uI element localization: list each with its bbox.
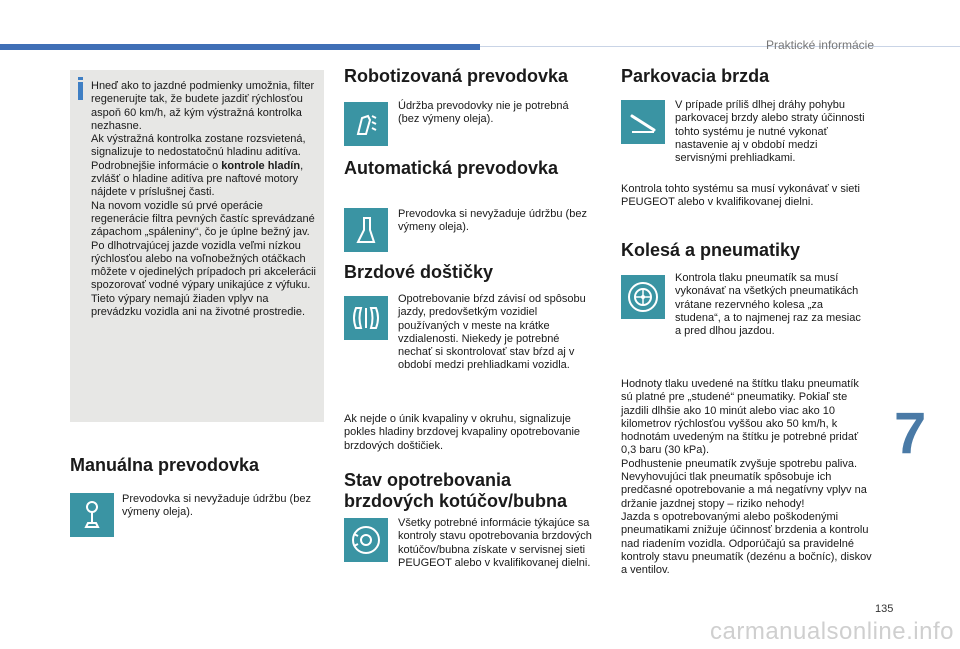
tyres-text: Kontrola tlaku pneumatík sa musí vykonávať na všetkých pneumatikách vrátane rezervného kolesa „za studena“, a to najmenej raz za mesiac a pred dlhou jazdou. [675,272,861,338]
header-accent-bar [0,44,480,50]
brake-pads-icon [344,296,388,340]
watermark: carmanualsonline.info [710,618,954,645]
parking-brake-title: Parkovacia brzda [621,66,770,86]
header-divider [480,46,960,47]
brake-fluid-note: Ak nejde o únik kvapaliny v okruhu, signalizuje pokles hladiny brzdovej kvapaliny opotrebovanie brzdových doštičiek. [344,413,581,452]
automatic-gear-icon [344,208,388,252]
page-number: 135 [875,603,894,615]
robotized-gear-icon [344,102,388,146]
parking-brake-note: Kontrola tohto systému sa musí vykonávať v sieti PEUGEOT alebo v kvalifikovanej dielni. [621,183,860,209]
info-box-text: Hneď ako to jazdné podmienky umožnia, filter regenerujte tak, že budete jazdiť rýchlosťou aspoň 60 km/h, až kým výstražná kontrolka nezhasne. Ak výstražná kontrolka zostane rozsvietená, signalizuje to nedostatočnú hladinu aditíva. Podrobnejšie informácie o kontrole hladín, zvlášť o hladine aditíva pre naftové motory nájdete v príslušnej časti. Na novom vozidle sú prvé operácie regenerácie filtra pevných častíc sprevádzané zápachom „spáleniny“, čo je úplne bežný jav. Po dlhotrvajúcej jazde vozidla veľmi nízkou rýchlosťou alebo na voľnobežných otáčkach môžete v ojedinelých prípadoch pri akcelerácii spozorovať vodné výpary unikajúce z výfuku. Tieto výpary nemajú žiaden vplyv na prevádzku vozidla ani na životné prostredie. [91,80,317,319]
brake-pads-title: Brzdové doštičky [344,262,494,282]
brake-wear-text: Všetky potrebné informácie týkajúce sa kontroly stavu opotrebovania brzdových kotúčov/bubna získate v servisnej sieti PEUGEOT alebo v kvalifikovanej dielni. [398,517,592,569]
tyres-title: Kolesá a pneumatiky [621,240,801,260]
manual-gearbox-text: Prevodovka si nevyžaduje údržbu (bez výmeny oleja). [122,493,311,519]
robotized-gearbox-title: Robotizovaná prevodovka [344,66,569,86]
section-title: Praktické informácie [765,38,874,52]
brake-pads-text: Opotrebovanie bŕzd závisí od spôsobu jazdy, predovšetkým vozidiel používaných v meste na krátke vzdialenosti. Niekedy je potrebné nechať si skontrolovať stav bŕzd aj v období medzi prehliadkami vozidla. [398,293,586,372]
robotized-gearbox-text: Údržba prevodovky nie je potrebná (bez výmeny oleja). [398,100,569,126]
parking-brake-icon [621,100,665,144]
brake-disc-icon [344,518,388,562]
wheel-icon [621,275,665,319]
brake-wear-title: Stav opotrebovania brzdových kotúčov/bubna [344,470,568,511]
info-icon [78,82,83,100]
automatic-gearbox-text: Prevodovka si nevyžaduje údržbu (bez výmeny oleja). [398,208,587,234]
automatic-gearbox-title: Automatická prevodovka [344,158,559,178]
manual-gearbox-title: Manuálna prevodovka [70,455,260,475]
parking-brake-text: V prípade príliš dlhej dráhy pohybu parkovacej brzdy alebo straty účinnosti tohto systému je nutné vykonať nastavenie aj v období medzi servisnými prehliadkami. [675,99,865,165]
chapter-number: 7 [894,401,927,466]
tyres-note: Hodnoty tlaku uvedené na štítku tlaku pneumatík sú platné pre „studené“ pneumatiky. Pokiaľ ste jazdili dlhšie ako 10 minút alebo viac ako 10 kilometrov rýchlosťou vyššou ako 50 km/h, k hodnotám uvedeným na štítku je potrebné pridať 0,3 baru (30 kPa). Podhustenie pneumatík zvyšuje spotrebu paliva. Nevyhovujúci tlak pneumatík spôsobuje ich predčasné opotrebovanie a má negatívny vplyv na držanie jazdnej stopy – riziko nehody! Jazda s opotrebovanými alebo poškodenými pneumatikami znižuje účinnosť brzdenia a kontrolu nad riadením vozidla. Odporúčajú sa pravidelné kontroly stavu pneumatík (dezénu a bočníc), diskov a ventilov. [621,378,872,577]
gear-knob-icon [70,493,114,537]
